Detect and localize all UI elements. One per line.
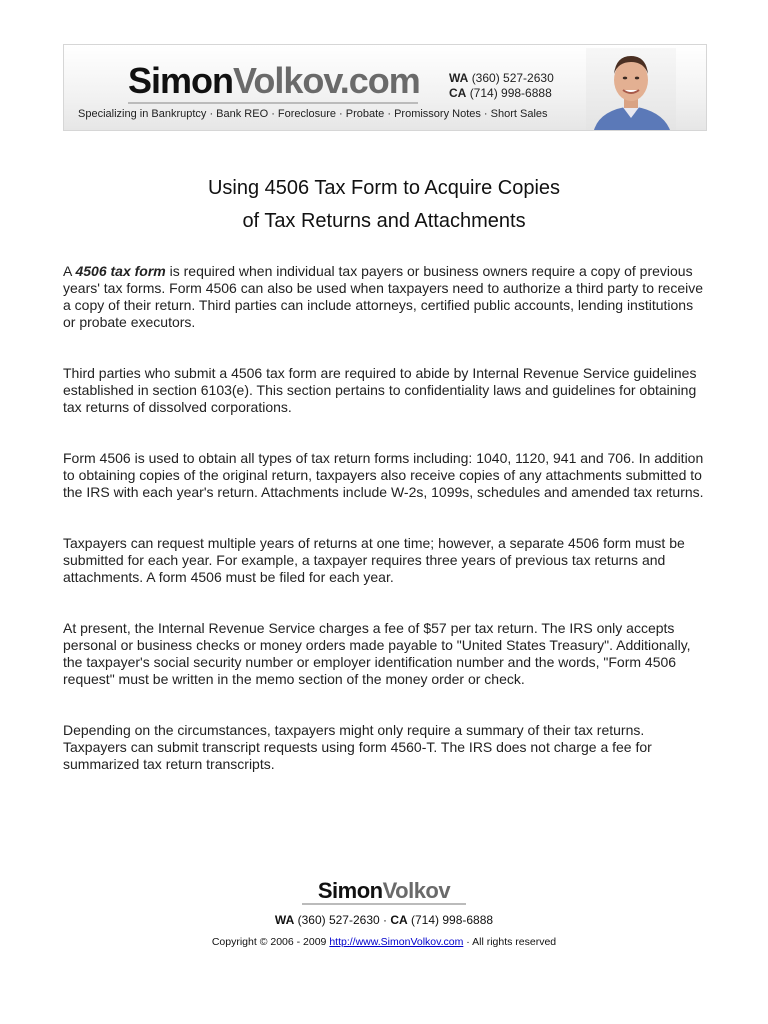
header-logo: SimonVolkov.com xyxy=(128,60,420,101)
footer-contacts: WA (360) 527-2630 · CA (714) 998-6888 xyxy=(274,913,494,927)
header-tagline: Specializing in Bankruptcy · Bank REO · Foreclosure · Probate · Promissory Notes · Short Sales xyxy=(78,108,548,120)
document-body xyxy=(63,263,705,807)
header-banner xyxy=(63,44,707,131)
header-contacts: WA (360) 527-2630 CA (714) 998-6888 xyxy=(449,71,554,100)
paragraph-1: A 4506 tax form is required when individual tax payers or business owners require a copy of previous years' tax forms. Form 4506 can also be used when taxpayers need to authorize a third party to receive a copy of their return. Third parties can include attorneys, certified public accounts, lending institutions or probate executors. xyxy=(63,263,704,330)
copyright: Copyright © 2006 - 2009 http://www.SimonVolkov.com · All rights reserved xyxy=(211,936,557,948)
paragraph-6: Depending on the circumstances, taxpayers might only require a summary of their tax returns. Taxpayers can submit transcript requests using form 4560-T. The IRS does not charge a fee for summarized tax return transcripts. xyxy=(63,722,652,772)
website-link[interactable]: http://www.SimonVolkov.com xyxy=(329,936,464,948)
paragraph-5: At present, the Internal Revenue Service charges a fee of $57 per tax return. The IRS only accepts personal or business checks or money orders made payable to "United States Treasury". Additionally, the taxpayer's social security number or employer identification number and the words, "Form 4506 request" must be written in the memo section of the money order or check. xyxy=(63,620,691,687)
paragraph-3: Form 4506 is used to obtain all types of tax return forms including: 1040, 1120, 941 and 706. In addition to obtaining copies of the original return, taxpayers also receive copies of any attachments submitted to the IRS with each year's return. Attachments include W-2s, 1099s, schedules and amended tax returns. xyxy=(63,450,704,500)
footer-logo-underline xyxy=(302,903,466,905)
portrait-photo xyxy=(586,48,676,130)
paragraph-4: Taxpayers can request multiple years of returns at one time; however, a separate 4506 form must be submitted for each year. For example, a taxpayer requires three years of previous tax returns and attachments. A form 4506 must be filed for each year. xyxy=(63,535,685,585)
footer-logo: SimonVolkov xyxy=(317,878,451,903)
paragraph-2: Third parties who submit a 4506 tax form are required to abide by Internal Revenue Service guidelines established in section 6103(e). This section pertains to confidentiality laws and guidelines for obtaining tax returns of dissolved corporations. xyxy=(63,365,697,415)
document-title: Using 4506 Tax Form to Acquire Copies of Tax Returns and Attachments xyxy=(207,177,561,232)
logo-underline xyxy=(128,102,418,104)
